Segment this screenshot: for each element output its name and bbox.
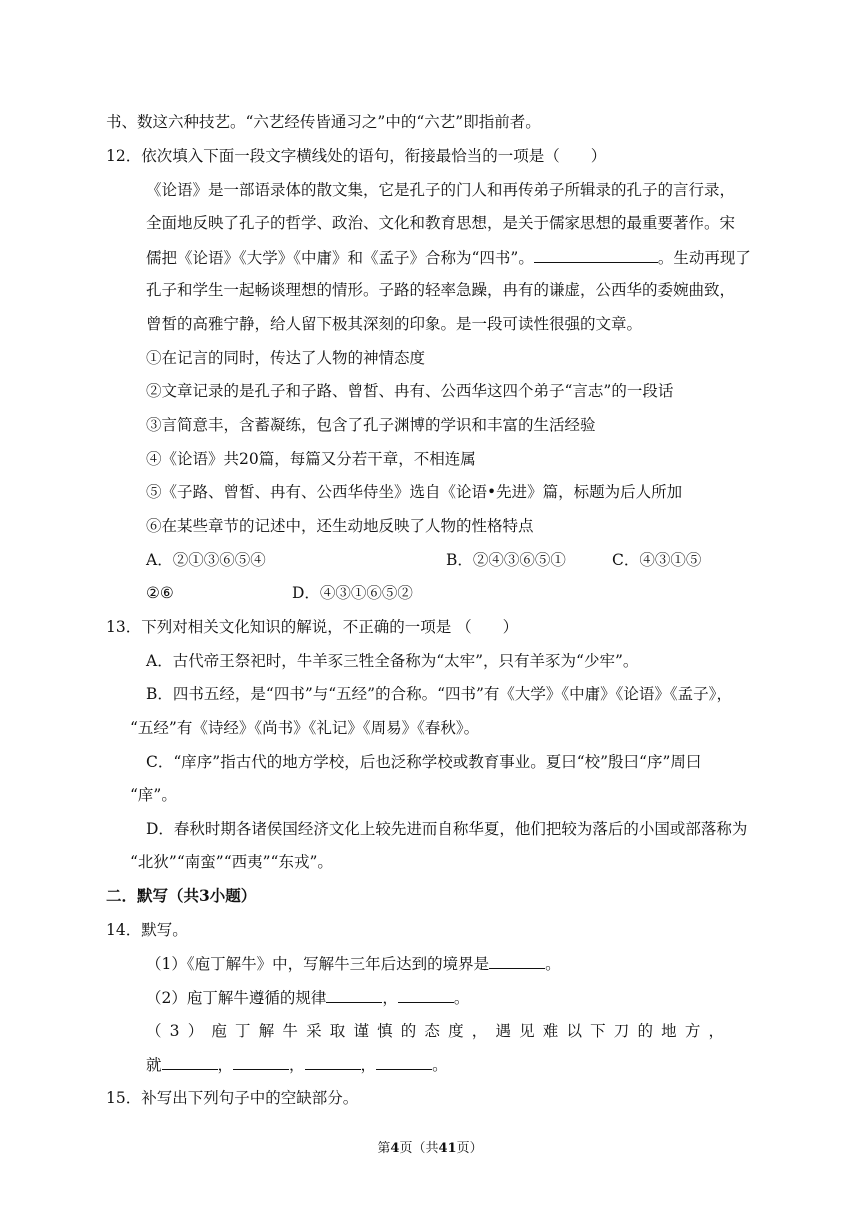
current-page-number: 4 <box>390 1141 400 1156</box>
fill-blank <box>398 986 454 1003</box>
question-13-option-b-continued: “五经”有《诗经》《尚书》《礼记》《周易》《春秋》。 <box>130 719 480 737</box>
question-14-part-1 <box>146 952 561 975</box>
fill-blank <box>376 1053 432 1070</box>
justified-text: （ 3 ） 庖 丁 解 牛 采 取 谨 慎 的 态 度 ， 遇 见 难 以 下 刀 的 地 方 ， <box>146 1022 724 1040</box>
sentence-option-1: ①在记言的同时，传达了人物的神情态度 <box>146 349 426 367</box>
section-heading: 二．默写（共3小题） <box>106 886 257 905</box>
text-line: 书、数这六种技艺。“六艺经传皆通习之”中的“六艺”即指前者。 <box>106 113 541 131</box>
fill-blank <box>162 1053 218 1070</box>
prompt-text: 。 <box>545 955 561 973</box>
question-13-option-d: D．春秋时期各诸侯国经济文化上较先进而自称华夏，他们把较为落后的小国或部落称为 <box>146 820 748 838</box>
separator: ， <box>217 1056 234 1074</box>
question-13-option-a: A．古代帝王祭祀时，牛羊豕三牲全备称为“太牢”，只有羊豕为“少牢”。 <box>146 652 639 670</box>
question-14-part-3 <box>146 1020 724 1042</box>
prompt-text: 。 <box>453 989 470 1007</box>
footer-text: 第 <box>377 1141 391 1156</box>
question-13-option-d-continued: “北狄”“南蛮”“西夷”“东戎”。 <box>130 853 333 871</box>
prompt-text: ， <box>382 989 398 1007</box>
footer-text: 页） <box>456 1141 483 1156</box>
passage-line: 《论语》是一部语录体的散文集，它是孔子的门人和再传弟子所辑录的孔子的言行录， <box>146 181 736 199</box>
fill-blank <box>489 952 545 969</box>
question-13-option-c-continued: “庠”。 <box>130 786 177 804</box>
question-13-option-b: B．四书五经，是“四书”与“五经”的合称。“四书”有《大学》《中庸》《论语》《孟子》， <box>146 685 732 703</box>
fill-blank <box>305 1053 361 1070</box>
answer-option-a: A．②①③⑥⑤④ <box>146 551 266 569</box>
total-pages: 41 <box>438 1141 457 1156</box>
page-footer <box>0 1140 860 1158</box>
answer-option-d: D．④③①⑥⑤② <box>292 584 413 602</box>
question-15-stem: 15．补写出下列句子中的空缺部分。 <box>106 1089 359 1107</box>
separator: ， <box>360 1056 377 1074</box>
sentence-option-6: ⑥在某些章节的记述中，还生动地反映了人物的性格特点 <box>146 517 534 535</box>
answer-option-b: B．②④③⑥⑤① <box>446 551 566 569</box>
fill-blank <box>233 1053 289 1070</box>
question-13-stem: 13．下列对相关文化知识的解说，不正确的一项是 （ ） <box>106 618 519 636</box>
passage-line-with-blank <box>146 246 751 269</box>
question-12-stem: 12．依次填入下面一段文字横线处的语句，衔接最恰当的一项是（ ） <box>106 147 607 165</box>
prompt-text: （2）庖丁解牛遵循的规律 <box>146 989 327 1007</box>
passage-line: 曾皙的高雅宁静，给人留下极其深刻的印象。是一段可读性很强的文章。 <box>146 315 643 333</box>
fill-blank <box>534 246 658 263</box>
sentence-option-4: ④《论语》共20篇，每篇又分若干章，不相连属 <box>146 450 476 468</box>
passage-line: 全面地反映了孔子的哲学、政治、文化和教育思想，是关于儒家思想的最重要著作。宋 <box>146 214 736 232</box>
prompt-text: （1）《庖丁解牛》中，写解牛三年后达到的境界是 <box>146 955 490 973</box>
question-13-option-c: C．“庠序”指古代的地方学校，后也泛称学校或教育事业。夏曰“校”殷曰“序”周曰 <box>146 753 702 771</box>
footer-text: 页（共 <box>399 1141 439 1156</box>
fill-blank <box>326 986 382 1003</box>
question-14-part-3-continued <box>146 1053 448 1076</box>
prompt-text: 就 <box>146 1056 162 1074</box>
passage-text: 儒把《论语》《大学》《中庸》和《孟子》合称为“四书”。 <box>146 249 534 267</box>
sentence-option-5: ⑤《子路、曾皙、冉有、公西华侍坐》选自《论语•先进》篇，标题为后人所加 <box>146 483 683 501</box>
question-14-part-2 <box>146 986 469 1009</box>
sentence-option-3: ③言简意丰，含蓄凝练，包含了孔子渊博的学识和丰富的生活经验 <box>146 416 596 434</box>
question-14-stem: 14．默写。 <box>106 921 188 939</box>
passage-line: 孔子和学生一起畅谈理想的情形。子路的轻率急躁，冉有的谦虚，公西华的委婉曲致， <box>146 281 736 299</box>
prompt-text: 。 <box>432 1056 448 1074</box>
sentence-option-2: ②文章记录的是孔子和子路、曾皙、冉有、公西华这四个弟子“言志”的一段话 <box>146 382 674 400</box>
passage-text: 。生动再现了 <box>657 249 751 267</box>
separator: ， <box>289 1056 305 1074</box>
answer-option-c: C．④③①⑤ <box>612 551 702 569</box>
answer-option-c-continued: ②⑥ <box>146 584 174 602</box>
